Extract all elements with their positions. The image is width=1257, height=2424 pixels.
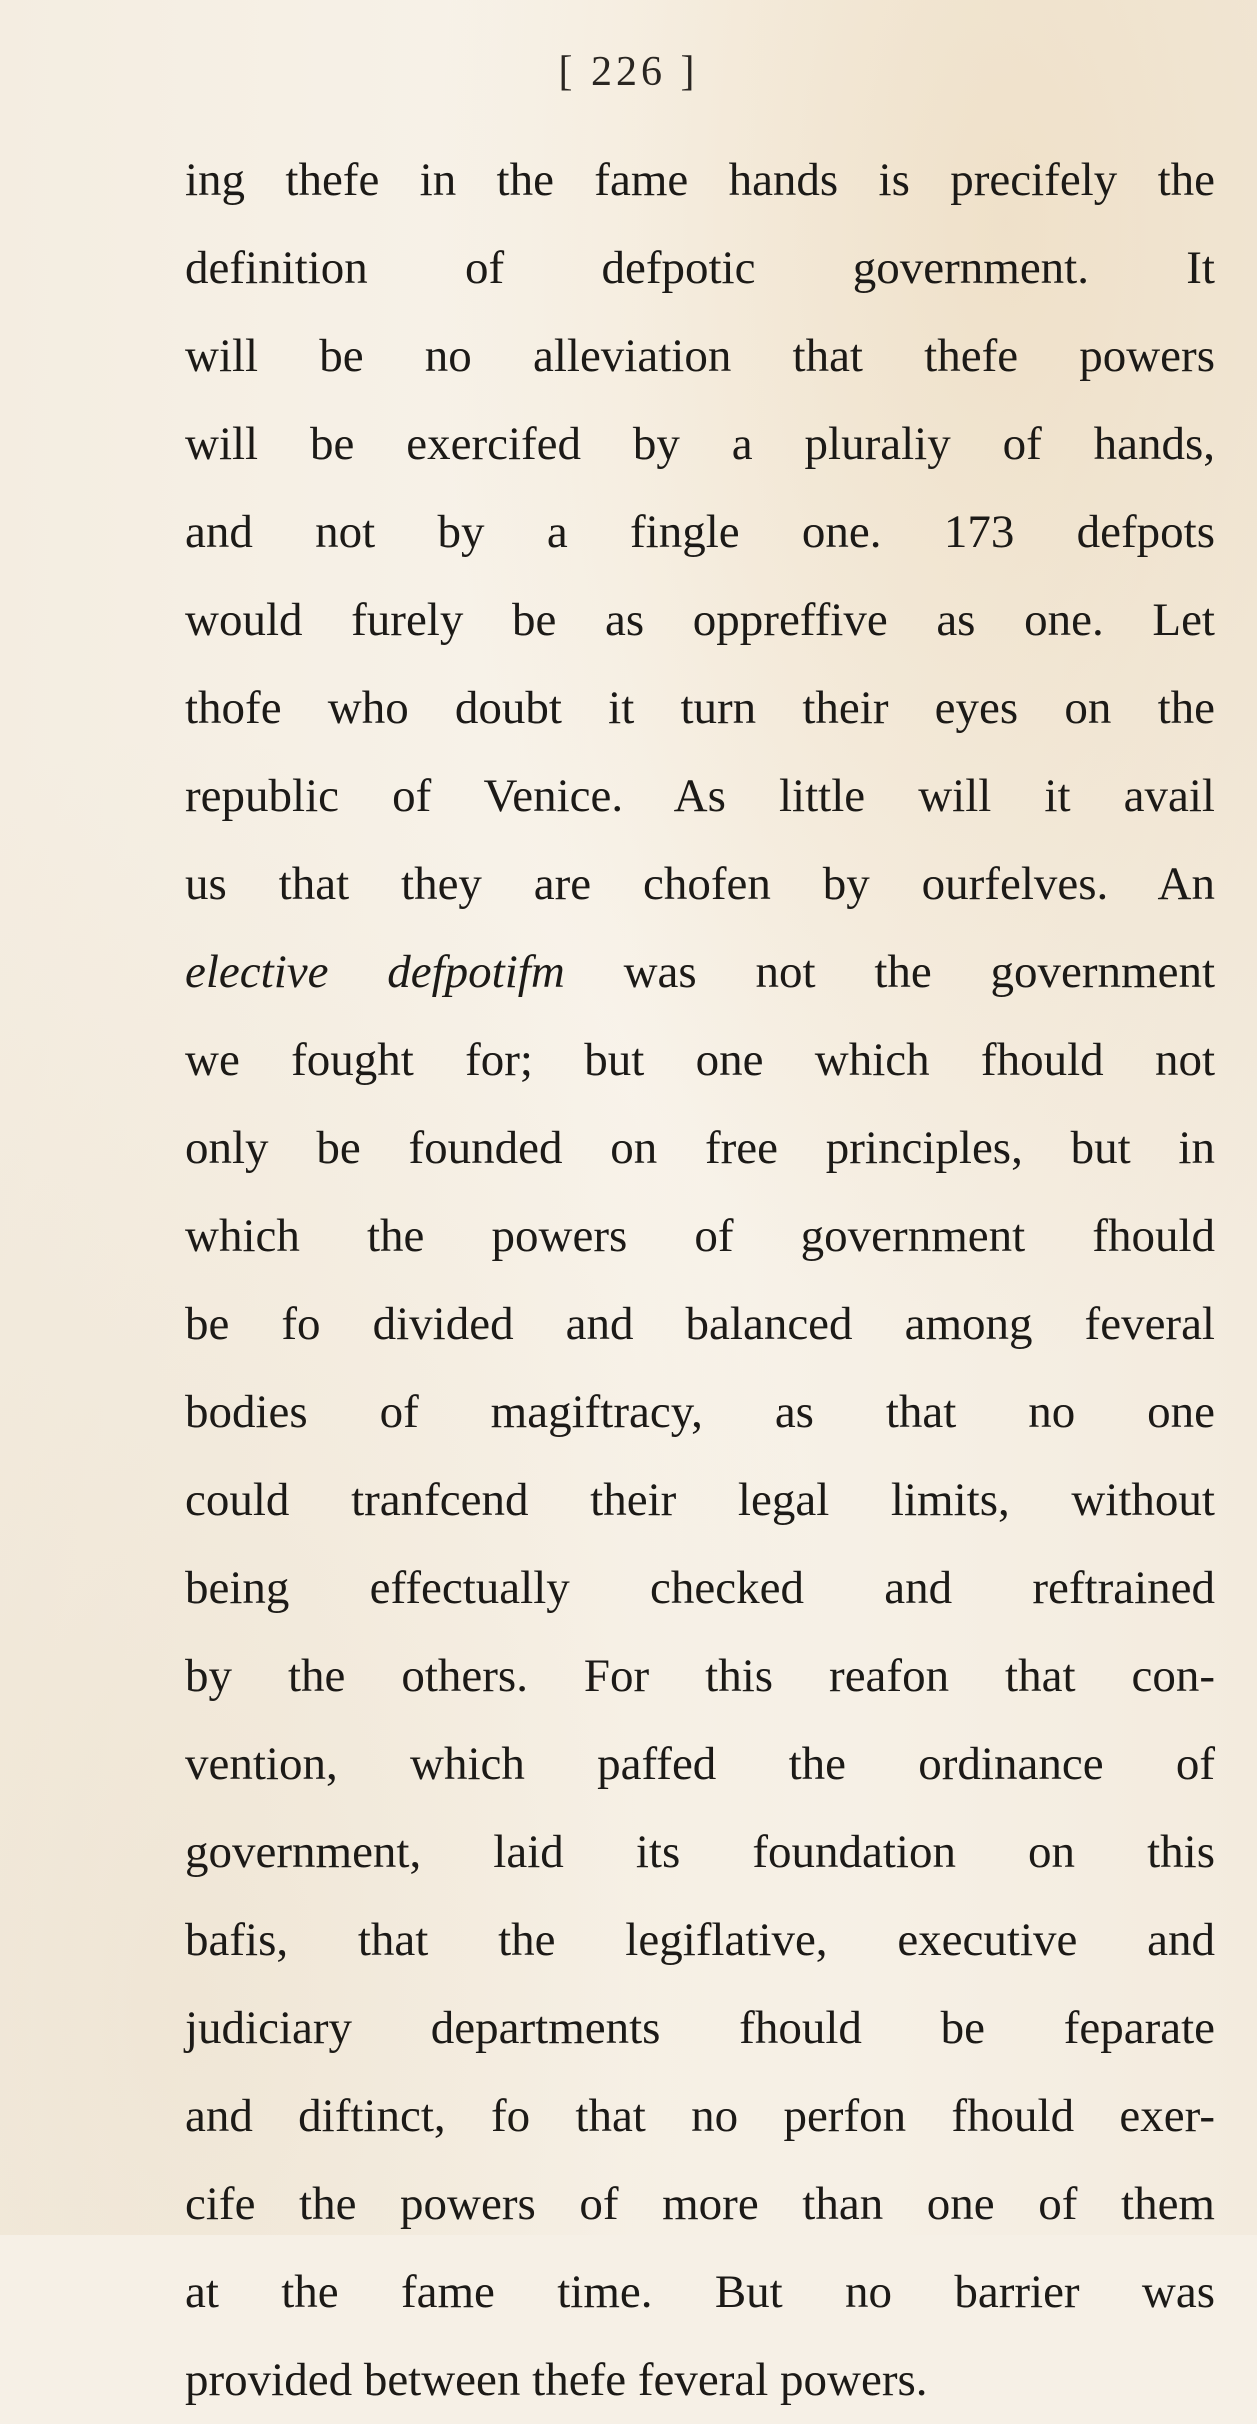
text-line: republic of Venice. As little will it avail bbox=[185, 770, 1215, 822]
text-line: cife the powers of more than one of them bbox=[185, 2178, 1215, 2230]
text-line: provided between thefe feveral powers. bbox=[185, 2354, 928, 2406]
text-line: would furely be as oppreffive as one. Let bbox=[185, 594, 1215, 646]
body-text bbox=[185, 136, 1215, 2424]
text-line: only be founded on free principles, but in bbox=[185, 1122, 1215, 1174]
text-line: government, laid its foundation on this bbox=[185, 1826, 1215, 1878]
text-line: will be exercifed by a pluraliy of hands, bbox=[185, 418, 1215, 470]
text-line: vention, which paffed the ordinance of bbox=[185, 1738, 1215, 1790]
text-line: which the powers of government fhould bbox=[185, 1210, 1215, 1262]
text-line: be fo divided and balanced among feveral bbox=[185, 1298, 1215, 1350]
text-line-with-italic bbox=[185, 928, 1215, 1016]
text-line: ing thefe in the fame hands is precifely the bbox=[185, 154, 1215, 206]
text-line-remainder: was not the government bbox=[623, 946, 1216, 998]
text-line: by the others. For this reafon that con- bbox=[185, 1650, 1215, 1702]
text-line: we fought for; but one which fhould not bbox=[185, 1034, 1215, 1086]
text-line: thofe who doubt it turn their eyes on the bbox=[185, 682, 1215, 734]
text-line: being effectually checked and reftrained bbox=[185, 1562, 1215, 1614]
text-line: could tranfcend their legal limits, without bbox=[185, 1474, 1215, 1526]
text-line: and not by a fingle one. 173 defpots bbox=[185, 506, 1215, 558]
text-line: will be no alleviation that thefe powers bbox=[185, 330, 1215, 382]
text-line: judiciary departments fhould be feparate bbox=[185, 2002, 1215, 2054]
text-line: definition of defpotic government. It bbox=[185, 242, 1215, 294]
text-line: bodies of magiftracy, as that no one bbox=[185, 1386, 1215, 1438]
page-number: [ 226 ] bbox=[558, 49, 699, 95]
text-line: and diftinct, fo that no perfon fhould exer- bbox=[185, 2090, 1215, 2142]
italic-phrase: elective defpotifm bbox=[185, 946, 565, 998]
text-line: bafis, that the legiflative, executive and bbox=[185, 1914, 1215, 1966]
text-line: at the fame time. But no barrier was bbox=[185, 2266, 1215, 2318]
text-line: us that they are chofen by ourfelves. An bbox=[185, 858, 1215, 910]
